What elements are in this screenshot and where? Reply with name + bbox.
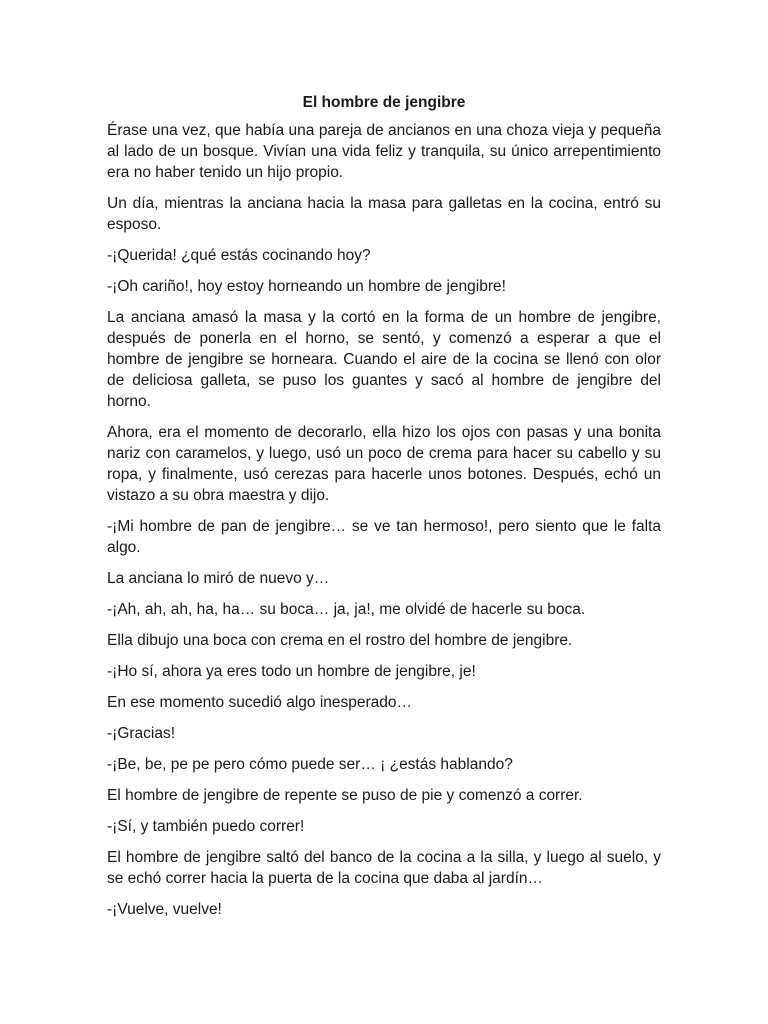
paragraph: Ahora, era el momento de decorarlo, ella hizo los ojos con pasas y una bonita nariz con caramelos, y luego, usó un poco de crema para hacer su cabello y su ropa, y finalmente, usó cerezas para hacerle unos botones. Después, echó un vistazo a su obra maestra y dijo. [107,424,661,504]
paragraph: -¡Oh cariño!, hoy estoy horneando un hombre de jengibre! [107,278,506,295]
paragraph: Un día, mientras la anciana hacia la masa para galletas en la cocina, entró su esposo. [107,195,661,233]
paragraph: -¡Ho sí, ahora ya eres todo un hombre de jengibre, je! [107,663,476,680]
paragraph: -¡Vuelve, vuelve! [107,901,222,918]
paragraph: -¡Ah, ah, ah, ha, ha… su boca… ja, ja!, me olvidé de hacerle su boca. [107,601,586,618]
paragraph: Érase una vez, que había una pareja de ancianos en una choza vieja y pequeña al lado de un bosque. Vivían una vida feliz y tranquila, su único arrepentimiento era no haber tenido un hijo propio. [107,122,661,181]
paragraph: En ese momento sucedió algo inesperado… [107,694,413,711]
paragraph: El hombre de jengibre saltó del banco de la cocina a la silla, y luego al suelo, y se echó correr hacia la puerta de la cocina que daba al jardín… [107,849,661,887]
paragraph: Ella dibujo una boca con crema en el rostro del hombre de jengibre. [107,632,573,649]
paragraph: La anciana lo miró de nuevo y… [107,570,330,587]
paragraph: -¡Mi hombre de pan de jengibre… se ve tan hermoso!, pero siento que le falta algo. [107,518,661,556]
document-title: El hombre de jengibre [302,94,466,111]
paragraph: El hombre de jengibre de repente se puso de pie y comenzó a correr. [107,787,583,804]
paragraph: -¡Gracias! [107,725,176,742]
paragraph: -¡Sí, y también puedo correr! [107,818,305,835]
paragraph: La anciana amasó la masa y la cortó en la forma de un hombre de jengibre, después de ponerla en el horno, se sentó, y comenzó a esperar a que el hombre de jengibre se horneara. Cuando el aire de la cocina se llenó con olor de deliciosa galleta, se puso los guantes y sacó al hombre de jengibre del horno. [107,309,661,410]
paragraph: -¡Querida! ¿qué estás cocinando hoy? [107,247,371,264]
paragraph: -¡Be, be, pe pe pero cómo puede ser… ¡ ¿estás hablando? [107,756,513,773]
